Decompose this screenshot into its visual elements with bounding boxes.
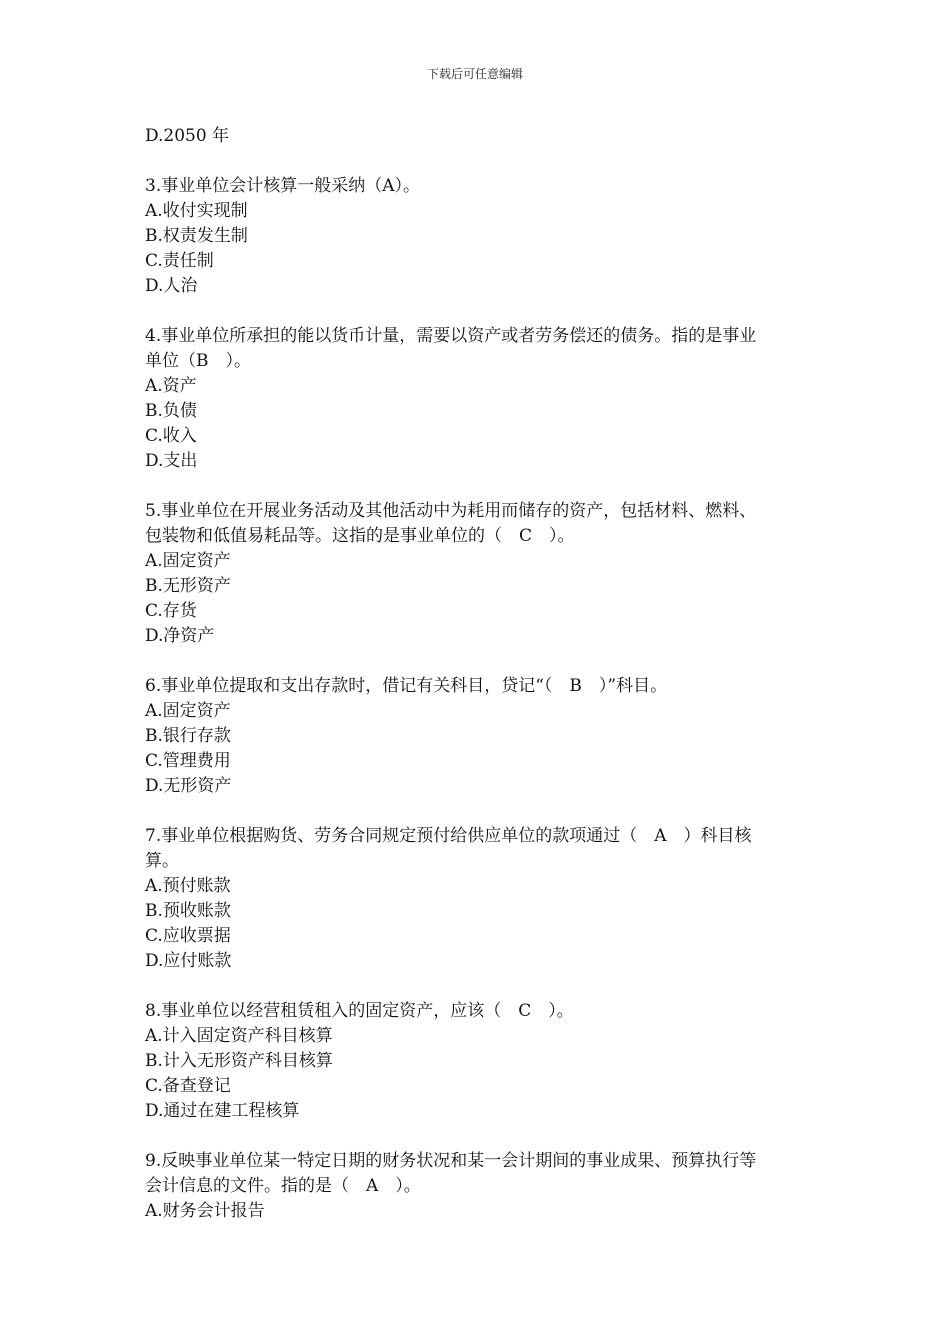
question-9 [145,1149,815,1224]
question-text-continued: 算。 [145,851,179,871]
option-a: A.财务会计报告 [145,1201,265,1221]
spacer [145,649,815,674]
option-c: C.收入 [145,426,197,446]
option-b: B.负债 [145,401,197,421]
question-text: 4.事业单位所承担的能以货币计量，需要以资产或者劳务偿还的债务。指的是事业 [145,326,757,346]
spacer [145,299,815,324]
question-3 [145,174,815,299]
option-c: C.备查登记 [145,1076,231,1096]
spacer [145,799,815,824]
option-d: D.应付账款 [145,951,232,971]
option-a: A.固定资产 [145,551,231,571]
option-b: B.计入无形资产科目核算 [145,1051,333,1071]
option-d: D.净资产 [145,626,215,646]
question-text: 5.事业单位在开展业务活动及其他活动中为耗用而储存的资产，包括材料、燃料、 [145,501,757,521]
question-8 [145,999,815,1124]
option-d: D.2050 年 [145,126,230,146]
option-d: D.人治 [145,276,198,296]
option-c: C.存货 [145,601,197,621]
question-6 [145,674,815,799]
option-a: A.资产 [145,376,197,396]
option-a: A.固定资产 [145,701,231,721]
option-d: D.通过在建工程核算 [145,1101,300,1121]
spacer [145,149,815,174]
question-text: 9.反映事业单位某一特定日期的财务状况和某一会计期间的事业成果、预算执行等 [145,1151,757,1171]
option-b: B.权责发生制 [145,226,248,246]
option-d: D.无形资产 [145,776,232,796]
question-5 [145,499,815,649]
option-b: B.银行存款 [145,726,231,746]
document-body [145,124,815,1224]
question-7 [145,824,815,974]
option-b: B.无形资产 [145,576,231,596]
option-d: D.支出 [145,451,198,471]
option-b: B.预收账款 [145,901,231,921]
spacer [145,474,815,499]
question-text-continued: 包装物和低值易耗品等。这指的是事业单位的（ C ）。 [145,526,575,546]
question-text-continued: 单位（B ）。 [145,351,251,371]
option-c: C.责任制 [145,251,214,271]
spacer [145,974,815,999]
question-text: 8.事业单位以经营租赁租入的固定资产，应该（ C ）。 [145,1001,574,1021]
question-text: 7.事业单位根据购货、劳务合同规定预付给供应单位的款项通过（ A ）科目核 [145,826,752,846]
page-header: 下载后可任意编辑 [426,67,523,81]
option-a: A.收付实现制 [145,201,248,221]
question-text-continued: 会计信息的文件。指的是（ A ）。 [145,1176,421,1196]
question-text: 3.事业单位会计核算一般采纳（A）。 [145,176,420,196]
question-fragment [145,124,815,149]
option-c: C.管理费用 [145,751,231,771]
option-c: C.应收票据 [145,926,231,946]
option-a: A.预付账款 [145,876,231,896]
question-text: 6.事业单位提取和支出存款时，借记有关科目，贷记“（ B ）”科目。 [145,676,668,696]
spacer [145,1124,815,1149]
option-a: A.计入固定资产科目核算 [145,1026,333,1046]
question-4 [145,324,815,474]
